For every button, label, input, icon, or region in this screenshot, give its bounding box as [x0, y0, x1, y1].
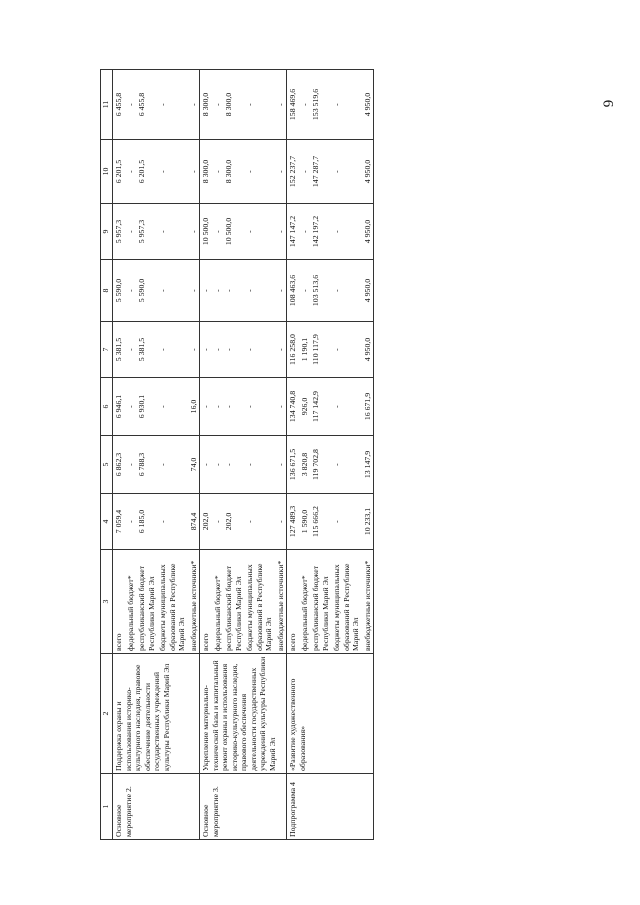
value-cell-year-7: - [125, 140, 137, 204]
value-cell-year-4: - [157, 322, 188, 378]
column-header-9: 9 [101, 204, 113, 260]
value-cell-year-6: - [157, 204, 188, 260]
value-cell-year-8: - [275, 70, 287, 140]
value-cell-year-3: - [223, 378, 244, 436]
value-cell-year-8: 6 455,8 [113, 70, 125, 140]
value-cell-year-6: - [331, 204, 362, 260]
value-cell-year-8: 8 300,0 [223, 70, 244, 140]
value-cell-year-7: 6 201,5 [136, 140, 157, 204]
value-cell-year-8: 4 950,0 [362, 70, 374, 140]
value-cell-year-8: - [244, 70, 275, 140]
value-cell-year-8: 6 455,8 [136, 70, 157, 140]
value-cell-year-1: 202,0 [223, 494, 244, 550]
value-cell-year-6: 5 957,3 [113, 204, 125, 260]
value-cell-year-5: 108 463,6 [287, 260, 299, 322]
value-cell-year-4: 1 190,1 [299, 322, 311, 378]
value-cell-year-2: 6 788,3 [136, 436, 157, 494]
value-cell-year-7: - [188, 140, 200, 204]
row-category: Основное мероприятие 2. [113, 774, 200, 840]
column-header-6: 6 [101, 378, 113, 436]
column-header-1: 1 [101, 774, 113, 840]
value-cell-year-8: - [188, 70, 200, 140]
value-cell-year-4: - [125, 322, 137, 378]
value-cell-year-7: - [244, 140, 275, 204]
value-cell-year-7: 6 201,5 [113, 140, 125, 204]
page-number: 6 [598, 99, 615, 108]
funding-source: федеральный бюджет* [125, 550, 137, 654]
value-cell-year-8: - [212, 70, 224, 140]
funding-source: внебюджетные источники* [362, 550, 374, 654]
value-cell-year-2: - [157, 436, 188, 494]
funding-source: всего [287, 550, 299, 654]
value-cell-year-2: - [200, 436, 212, 494]
funding-source: республиканский бюджет Республики Марий Эл [310, 550, 331, 654]
column-header-10: 10 [101, 140, 113, 204]
value-cell-year-4: - [331, 322, 362, 378]
value-cell-year-4: - [223, 322, 244, 378]
funding-source: бюджеты муниципальных образований в Республике Марий Эл [331, 550, 362, 654]
value-cell-year-7: 8 300,0 [223, 140, 244, 204]
value-cell-year-2: 13 147,9 [362, 436, 374, 494]
value-cell-year-3: 926,0 [299, 378, 311, 436]
value-cell-year-4: 5 381,5 [136, 322, 157, 378]
funding-source: внебюджетные источники* [188, 550, 200, 654]
value-cell-year-5: - [331, 260, 362, 322]
funding-source: всего [200, 550, 212, 654]
row-description: «Развитие художественного образования» [287, 654, 374, 774]
value-cell-year-2: - [125, 436, 137, 494]
value-cell-year-4: - [188, 322, 200, 378]
value-cell-year-6: 10 500,0 [223, 204, 244, 260]
value-cell-year-3: - [157, 378, 188, 436]
value-cell-year-3: - [331, 378, 362, 436]
value-cell-year-5: 4 950,0 [362, 260, 374, 322]
value-cell-year-8: - [125, 70, 137, 140]
value-cell-year-5: 5 590,0 [136, 260, 157, 322]
value-cell-year-8: 158 469,6 [287, 70, 299, 140]
value-cell-year-4: 4 950,0 [362, 322, 374, 378]
value-cell-year-1: 127 489,3 [287, 494, 299, 550]
value-cell-year-1: 115 666,2 [310, 494, 331, 550]
column-header-8: 8 [101, 260, 113, 322]
value-cell-year-2: - [212, 436, 224, 494]
value-cell-year-1: - [125, 494, 137, 550]
column-header-7: 7 [101, 322, 113, 378]
value-cell-year-5: - [244, 260, 275, 322]
value-cell-year-1: - [244, 494, 275, 550]
value-cell-year-6: - [244, 204, 275, 260]
value-cell-year-1: - [212, 494, 224, 550]
value-cell-year-6: - [125, 204, 137, 260]
value-cell-year-7: 147 287,7 [310, 140, 331, 204]
funding-source: республиканский бюджет Республики Марий Эл [136, 550, 157, 654]
value-cell-year-6: - [299, 204, 311, 260]
value-cell-year-7: - [275, 140, 287, 204]
value-cell-year-2: - [223, 436, 244, 494]
value-cell-year-6: 5 957,3 [136, 204, 157, 260]
column-header-2: 2 [101, 654, 113, 774]
value-cell-year-5: - [200, 260, 212, 322]
value-cell-year-2: 3 820,8 [299, 436, 311, 494]
value-cell-year-3: 6 930,1 [136, 378, 157, 436]
value-cell-year-7: - [331, 140, 362, 204]
value-cell-year-8: - [299, 70, 311, 140]
value-cell-year-6: 10 500,0 [200, 204, 212, 260]
value-cell-year-1: - [157, 494, 188, 550]
value-cell-year-1: - [331, 494, 362, 550]
value-cell-year-7: - [157, 140, 188, 204]
value-cell-year-5: 103 513,6 [310, 260, 331, 322]
value-cell-year-3: 16 671,9 [362, 378, 374, 436]
value-cell-year-6: - [188, 204, 200, 260]
value-cell-year-2: 119 702,8 [310, 436, 331, 494]
funding-source: федеральный бюджет* [212, 550, 224, 654]
funding-source: всего [113, 550, 125, 654]
funding-source: внебюджетные источники* [275, 550, 287, 654]
funding-source: республиканский бюджет Республики Марий Эл [223, 550, 244, 654]
value-cell-year-2: - [275, 436, 287, 494]
value-cell-year-3: - [212, 378, 224, 436]
column-header-4: 4 [101, 494, 113, 550]
value-cell-year-7: 152 237,7 [287, 140, 299, 204]
value-cell-year-3: - [200, 378, 212, 436]
budget-table [100, 69, 374, 840]
table-row [200, 70, 212, 840]
value-cell-year-1: 6 185,0 [136, 494, 157, 550]
funding-source: федеральный бюджет* [299, 550, 311, 654]
value-cell-year-3: 16,0 [188, 378, 200, 436]
value-cell-year-2: 74,0 [188, 436, 200, 494]
value-cell-year-6: - [212, 204, 224, 260]
value-cell-year-5: 5 590,0 [113, 260, 125, 322]
value-cell-year-5: - [299, 260, 311, 322]
rotated-table-container [100, 70, 560, 840]
value-cell-year-3: - [244, 378, 275, 436]
value-cell-year-1: 874,4 [188, 494, 200, 550]
value-cell-year-5: - [212, 260, 224, 322]
header-row [101, 70, 113, 840]
value-cell-year-4: 110 117,9 [310, 322, 331, 378]
row-description: Поддержка охраны и использования историко-культурного наследия, правовое обеспечение деятельности государственных учреждений культуры Республики Марий Эл [113, 654, 200, 774]
value-cell-year-2: - [244, 436, 275, 494]
funding-source: бюджеты муниципальных образований в Республике Марий Эл [157, 550, 188, 654]
row-category: Подпрограмма 4 [287, 774, 374, 840]
value-cell-year-3: - [125, 378, 137, 436]
funding-source: бюджеты муниципальных образований в Республике Марий Эл [244, 550, 275, 654]
value-cell-year-5: - [157, 260, 188, 322]
value-cell-year-5: - [125, 260, 137, 322]
value-cell-year-4: - [244, 322, 275, 378]
column-header-11: 11 [101, 70, 113, 140]
table-row [113, 70, 125, 840]
value-cell-year-6: 4 950,0 [362, 204, 374, 260]
value-cell-year-1: 202,0 [200, 494, 212, 550]
value-cell-year-8: - [331, 70, 362, 140]
value-cell-year-8: 153 519,6 [310, 70, 331, 140]
value-cell-year-4: 5 381,5 [113, 322, 125, 378]
value-cell-year-4: - [275, 322, 287, 378]
row-category: Основное мероприятие 3. [200, 774, 287, 840]
value-cell-year-5: - [223, 260, 244, 322]
value-cell-year-6: 142 197,2 [310, 204, 331, 260]
row-description: Укрепление материально-технической базы и капитальный ремонт охраны и использования историко-культурного наследия, правового обеспечения деятельности государственных учреждений культуры Республики Марий Эл [200, 654, 287, 774]
column-header-3: 3 [101, 550, 113, 654]
value-cell-year-4: 116 258,0 [287, 322, 299, 378]
value-cell-year-2: - [331, 436, 362, 494]
table-row [287, 70, 299, 840]
value-cell-year-2: 136 671,5 [287, 436, 299, 494]
column-header-5: 5 [101, 436, 113, 494]
value-cell-year-8: - [157, 70, 188, 140]
value-cell-year-3: 117 142,9 [310, 378, 331, 436]
value-cell-year-6: - [275, 204, 287, 260]
value-cell-year-3: - [275, 378, 287, 436]
value-cell-year-1: 10 233,1 [362, 494, 374, 550]
value-cell-year-7: - [299, 140, 311, 204]
value-cell-year-7: - [212, 140, 224, 204]
value-cell-year-5: - [188, 260, 200, 322]
value-cell-year-1: 7 059,4 [113, 494, 125, 550]
value-cell-year-5: - [275, 260, 287, 322]
value-cell-year-4: - [212, 322, 224, 378]
value-cell-year-3: 134 740,8 [287, 378, 299, 436]
value-cell-year-1: 1 590,0 [299, 494, 311, 550]
value-cell-year-2: 6 862,3 [113, 436, 125, 494]
value-cell-year-3: 6 946,1 [113, 378, 125, 436]
value-cell-year-4: - [200, 322, 212, 378]
value-cell-year-6: 147 147,2 [287, 204, 299, 260]
value-cell-year-1: - [275, 494, 287, 550]
value-cell-year-7: 4 950,0 [362, 140, 374, 204]
value-cell-year-7: 8 300,0 [200, 140, 212, 204]
value-cell-year-8: 8 300,0 [200, 70, 212, 140]
